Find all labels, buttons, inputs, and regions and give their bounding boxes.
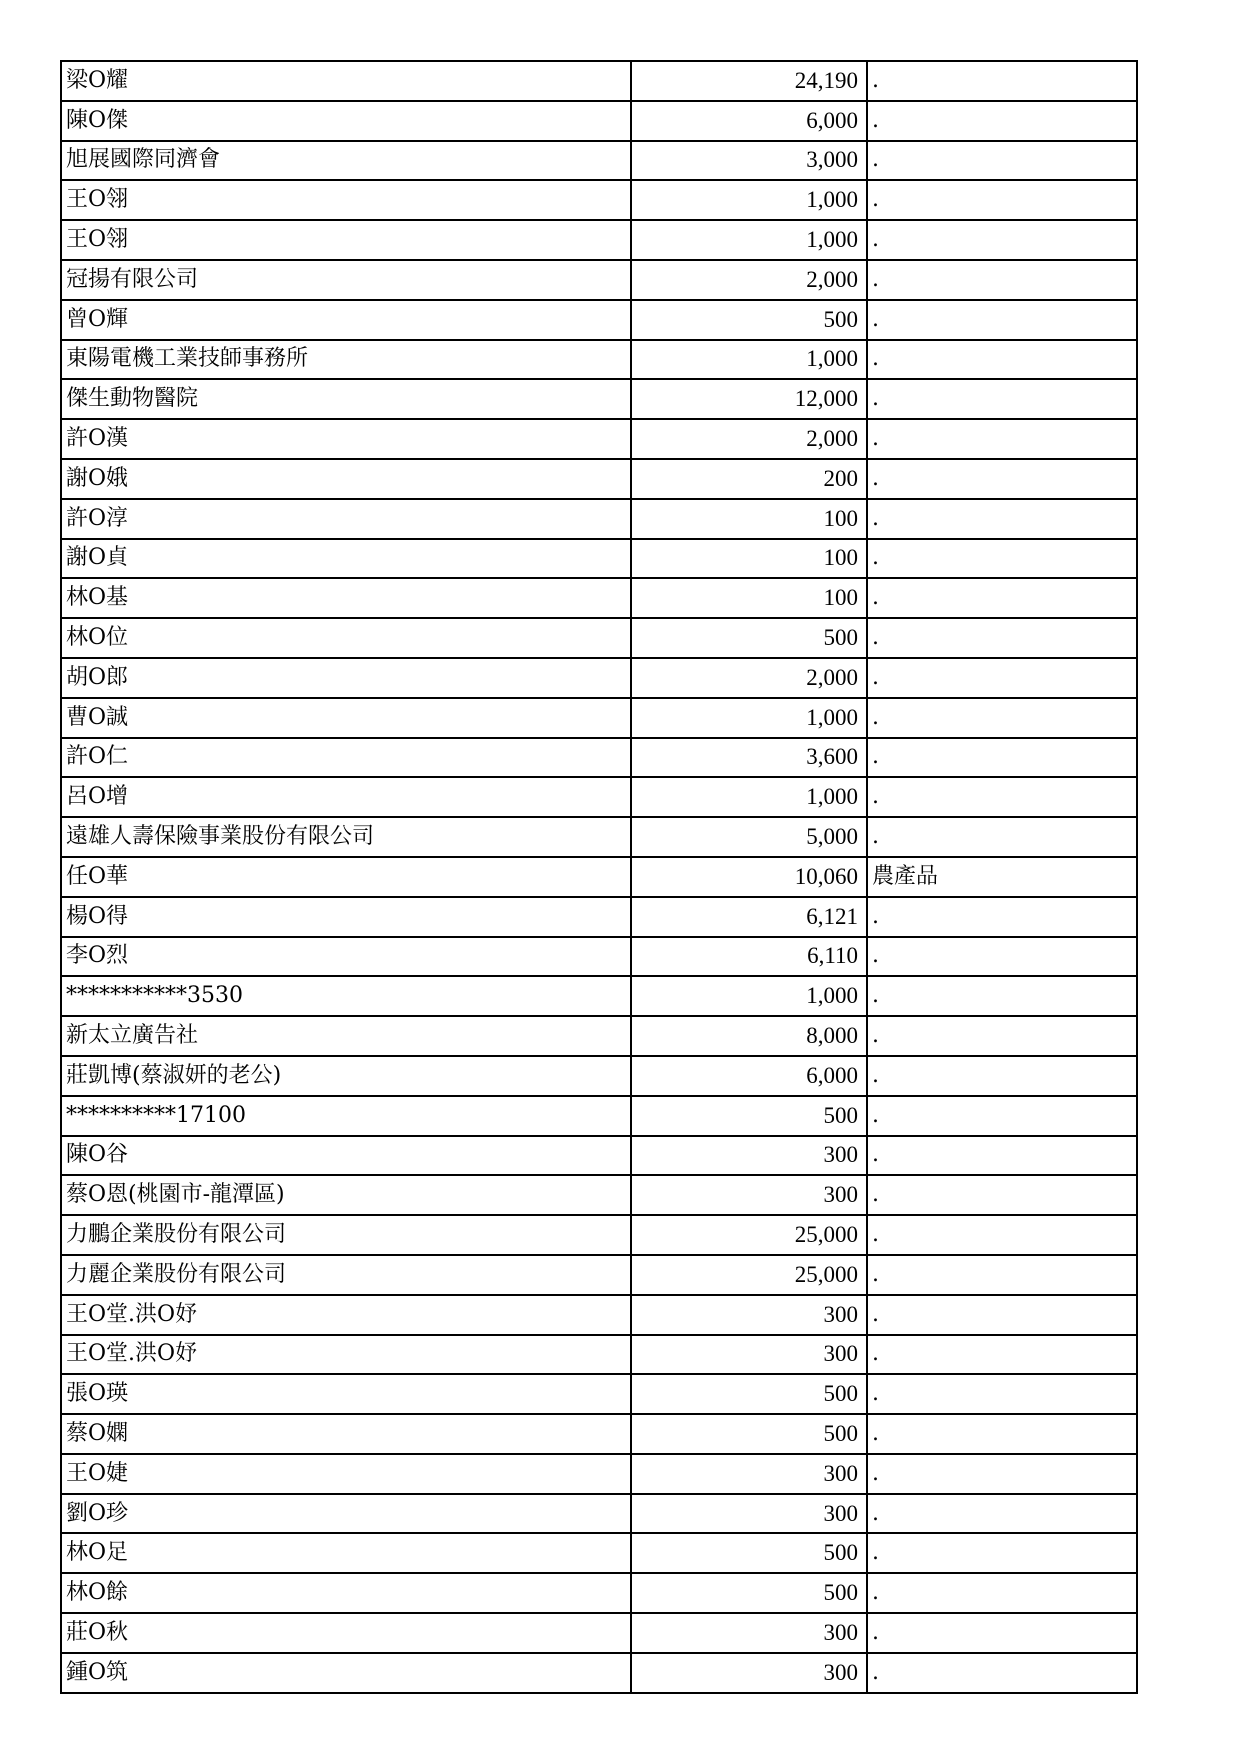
donation-amount-cell: 12,000 (631, 379, 867, 419)
table-row (61, 658, 1137, 698)
table-row (61, 777, 1137, 817)
table-row (61, 857, 1137, 897)
note-cell: . (867, 1533, 1137, 1573)
table-row (61, 379, 1137, 419)
donor-name-cell: 莊O秋 (61, 1613, 631, 1653)
note-cell: . (867, 937, 1137, 977)
note-cell: 農產品 (867, 857, 1137, 897)
table-row (61, 220, 1137, 260)
table-row (61, 1494, 1137, 1534)
donor-name-cell: 任O華 (61, 857, 631, 897)
note-cell: . (867, 539, 1137, 579)
donation-amount-cell: 300 (631, 1335, 867, 1375)
donation-amount-cell: 100 (631, 499, 867, 539)
note-cell: . (867, 1096, 1137, 1136)
donation-amount-cell: 3,600 (631, 738, 867, 778)
donor-name-cell: 王O翎 (61, 220, 631, 260)
note-cell: . (867, 1414, 1137, 1454)
donor-name-cell: 許O漢 (61, 419, 631, 459)
donor-name-cell: 遠雄人壽保險事業股份有限公司 (61, 817, 631, 857)
donor-name-cell: 陳O谷 (61, 1136, 631, 1176)
note-cell: . (867, 817, 1137, 857)
donation-amount-cell: 6,000 (631, 101, 867, 141)
donor-name-cell: 李O烈 (61, 937, 631, 977)
donation-amount-cell: 500 (631, 1533, 867, 1573)
donation-amount-cell: 1,000 (631, 777, 867, 817)
donor-name-cell: 蔡O恩(桃園市-龍潭區) (61, 1175, 631, 1215)
donation-amount-cell: 500 (631, 1573, 867, 1613)
table-row (61, 61, 1137, 101)
donor-name-cell: 林O基 (61, 578, 631, 618)
note-cell: . (867, 499, 1137, 539)
table-row (61, 1573, 1137, 1613)
donor-name-cell: 王O堂.洪O妤 (61, 1295, 631, 1335)
note-cell: . (867, 1056, 1137, 1096)
donor-name-cell: 曹O誠 (61, 698, 631, 738)
table-row (61, 300, 1137, 340)
table-row (61, 1215, 1137, 1255)
donation-amount-cell: 3,000 (631, 141, 867, 181)
donation-amount-cell: 2,000 (631, 658, 867, 698)
donation-amount-cell: 200 (631, 459, 867, 499)
donation-amount-cell: 1,000 (631, 340, 867, 380)
table-row (61, 738, 1137, 778)
table-row (61, 1136, 1137, 1176)
donor-name-cell: 旭展國際同濟會 (61, 141, 631, 181)
note-cell: . (867, 101, 1137, 141)
donation-amount-cell: 8,000 (631, 1016, 867, 1056)
table-row (61, 976, 1137, 1016)
note-cell: . (867, 1494, 1137, 1534)
note-cell: . (867, 1295, 1137, 1335)
note-cell: . (867, 1454, 1137, 1494)
table-row (61, 141, 1137, 181)
table-row (61, 1533, 1137, 1573)
donor-name-cell: 梁O耀 (61, 61, 631, 101)
donor-name-cell: 謝O貞 (61, 539, 631, 579)
table-row (61, 937, 1137, 977)
donor-name-cell: 許O淳 (61, 499, 631, 539)
donation-amount-cell: 1,000 (631, 698, 867, 738)
donation-amount-cell: 300 (631, 1136, 867, 1176)
donation-amount-cell: 300 (631, 1653, 867, 1693)
table-row (61, 1653, 1137, 1693)
note-cell: . (867, 300, 1137, 340)
donor-name-cell: 鍾O筑 (61, 1653, 631, 1693)
note-cell: . (867, 976, 1137, 1016)
donation-amount-cell: 10,060 (631, 857, 867, 897)
donor-name-cell: 力鵬企業股份有限公司 (61, 1215, 631, 1255)
donor-name-cell: 張O瑛 (61, 1374, 631, 1414)
note-cell: . (867, 180, 1137, 220)
note-cell: . (867, 419, 1137, 459)
donation-table (60, 60, 1138, 1694)
donor-name-cell: 傑生動物醫院 (61, 379, 631, 419)
note-cell: . (867, 1136, 1137, 1176)
note-cell: . (867, 578, 1137, 618)
note-cell: . (867, 897, 1137, 937)
donation-amount-cell: 500 (631, 618, 867, 658)
donor-name-cell: **********17100 (61, 1096, 631, 1136)
donation-amount-cell: 500 (631, 1414, 867, 1454)
donation-amount-cell: 24,190 (631, 61, 867, 101)
note-cell: . (867, 1215, 1137, 1255)
table-row (61, 499, 1137, 539)
donation-amount-cell: 6,121 (631, 897, 867, 937)
donation-amount-cell: 300 (631, 1494, 867, 1534)
donor-name-cell: 林O位 (61, 618, 631, 658)
note-cell: . (867, 1016, 1137, 1056)
table-row (61, 1295, 1137, 1335)
table-row (61, 1374, 1137, 1414)
note-cell: . (867, 61, 1137, 101)
donor-name-cell: 力麗企業股份有限公司 (61, 1255, 631, 1295)
donation-amount-cell: 300 (631, 1175, 867, 1215)
note-cell: . (867, 1335, 1137, 1375)
donor-name-cell: 林O餘 (61, 1573, 631, 1613)
donation-amount-cell: 100 (631, 539, 867, 579)
table-row (61, 1175, 1137, 1215)
note-cell: . (867, 459, 1137, 499)
note-cell: . (867, 340, 1137, 380)
donor-name-cell: 謝O娥 (61, 459, 631, 499)
donation-amount-cell: 6,110 (631, 937, 867, 977)
donor-name-cell: 莊凱博(蔡淑妍的老公) (61, 1056, 631, 1096)
table-row (61, 1056, 1137, 1096)
note-cell: . (867, 1175, 1137, 1215)
donation-amount-cell: 100 (631, 578, 867, 618)
table-row (61, 340, 1137, 380)
table-row (61, 1335, 1137, 1375)
donation-amount-cell: 1,000 (631, 976, 867, 1016)
table-row (61, 817, 1137, 857)
donor-name-cell: 胡O郎 (61, 658, 631, 698)
donor-name-cell: 東陽電機工業技師事務所 (61, 340, 631, 380)
note-cell: . (867, 141, 1137, 181)
table-row (61, 180, 1137, 220)
table-row (61, 419, 1137, 459)
donation-amount-cell: 25,000 (631, 1215, 867, 1255)
table-row (61, 1414, 1137, 1454)
donor-name-cell: 呂O增 (61, 777, 631, 817)
note-cell: . (867, 777, 1137, 817)
donation-amount-cell: 2,000 (631, 419, 867, 459)
donor-name-cell: 新太立廣告社 (61, 1016, 631, 1056)
donation-amount-cell: 1,000 (631, 220, 867, 260)
donation-amount-cell: 500 (631, 1096, 867, 1136)
table-row (61, 1096, 1137, 1136)
donor-name-cell: ***********3530 (61, 976, 631, 1016)
note-cell: . (867, 1255, 1137, 1295)
note-cell: . (867, 1653, 1137, 1693)
donor-name-cell: 蔡O嫻 (61, 1414, 631, 1454)
table-row (61, 539, 1137, 579)
table-row (61, 698, 1137, 738)
donor-name-cell: 許O仁 (61, 738, 631, 778)
donation-amount-cell: 300 (631, 1613, 867, 1653)
donor-name-cell: 王O翎 (61, 180, 631, 220)
donation-amount-cell: 6,000 (631, 1056, 867, 1096)
table-row (61, 459, 1137, 499)
donation-amount-cell: 500 (631, 300, 867, 340)
donor-name-cell: 林O足 (61, 1533, 631, 1573)
note-cell: . (867, 260, 1137, 300)
table-row (61, 1016, 1137, 1056)
note-cell: . (867, 1573, 1137, 1613)
note-cell: . (867, 698, 1137, 738)
note-cell: . (867, 220, 1137, 260)
note-cell: . (867, 1374, 1137, 1414)
donor-name-cell: 王O婕 (61, 1454, 631, 1494)
note-cell: . (867, 379, 1137, 419)
donor-name-cell: 王O堂.洪O妤 (61, 1335, 631, 1375)
note-cell: . (867, 738, 1137, 778)
table-row (61, 1255, 1137, 1295)
donation-amount-cell: 1,000 (631, 180, 867, 220)
donor-name-cell: 曾O輝 (61, 300, 631, 340)
note-cell: . (867, 658, 1137, 698)
note-cell: . (867, 618, 1137, 658)
donor-name-cell: 劉O珍 (61, 1494, 631, 1534)
donation-table-body (61, 61, 1137, 1693)
table-row (61, 260, 1137, 300)
table-row (61, 1613, 1137, 1653)
donation-amount-cell: 5,000 (631, 817, 867, 857)
donation-amount-cell: 2,000 (631, 260, 867, 300)
table-row (61, 618, 1137, 658)
donation-amount-cell: 25,000 (631, 1255, 867, 1295)
donation-amount-cell: 300 (631, 1454, 867, 1494)
table-row (61, 897, 1137, 937)
table-row (61, 578, 1137, 618)
table-row (61, 1454, 1137, 1494)
note-cell: . (867, 1613, 1137, 1653)
table-row (61, 101, 1137, 141)
donor-name-cell: 冠揚有限公司 (61, 260, 631, 300)
donor-name-cell: 楊O得 (61, 897, 631, 937)
donation-amount-cell: 500 (631, 1374, 867, 1414)
donor-name-cell: 陳O傑 (61, 101, 631, 141)
donation-amount-cell: 300 (631, 1295, 867, 1335)
